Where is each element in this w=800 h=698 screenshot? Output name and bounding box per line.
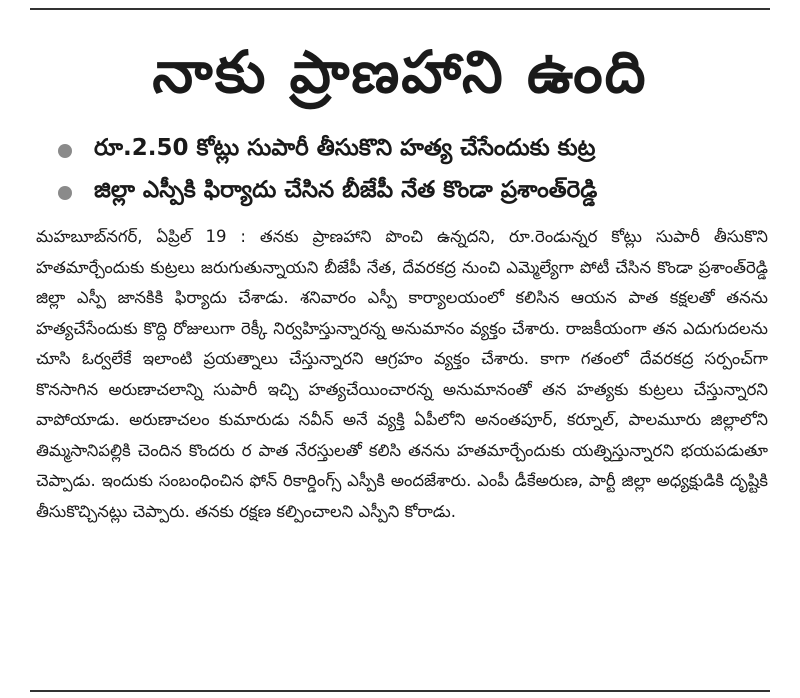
bottom-divider: [30, 690, 770, 692]
top-divider: [30, 8, 770, 10]
subheading-text: రూ.2.50 కోట్లు సుపారీ తీసుకొని హత్య చేసేందుకు కుట్ర: [94, 135, 596, 161]
subheading-item: [58, 132, 780, 170]
subheading-text: జిల్లా ఎస్పీకి ఫిర్యాదు చేసిన బీజేపీ నేత కొండా ప్రశాంత్‌రెడ్డి: [94, 177, 598, 203]
subheadings: [58, 132, 780, 216]
article-body: మహబూబ్‌నగర్, ఏప్రిల్ 19 : తనకు ప్రాణహాని పొంచి ఉన్నదని, రూ.రెండున్నర కోట్లు సుపారీ తీసుకొని హతమార్చేందుకు కుట్రలు జరుగుతున్నాయని బీజేపీ నేత, దేవరకద్ర నుంచి ఎమ్మెల్యేగా పోటీ చేసిన కొండా ప్రశాంత్‌రెడ్డి జిల్లా ఎస్పీ జానకికి ఫిర్యాదు చేశాడు. శనివారం ఎస్పీ కార్యాలయంలో కలిసిన ఆయన పాత కక్షలతో తనను హత్యచేసేందుకు కొద్ది రోజులుగా రెక్కీ నిర్వహిస్తున్నారన్న అనుమానం వ్యక్తం చేశారు. రాజకీయంగా తన ఎదుగుదలను చూసి ఓర్వలేకే ఇలాంటి ప్రయత్నాలు చేస్తున్నారని ఆగ్రహం వ్యక్తం చేశారు. కాగా గతంలో దేవరకద్ర సర్పంచ్‌గా కొనసాగిన అరుణాచలాన్ని సుపారీ ఇచ్చి హత్యచేయించారన్న అనుమానంతో తన హత్యకు కుట్రలు చేస్తున్నారని వాపోయాడు. అరుణాచలం కుమారుడు నవీన్ అనే వ్యక్తి ఏపీలోని అనంతపూర్, కర్నూల్, పాలమూరు జిల్లాలోని తిమ్మసానిపల్లికి చెందిన కొందరు ర పాత నేరస్తులతో కలిసి తనను హతమార్చేందుకు యత్నిస్తున్నారని భయపడుతూ చెప్పాడు. ఇందుకు సంబంధించిన ఫోన్ రికార్డింగ్స్ ఎస్పీకి అందజేశారు. ఎంపీ డీకేఅరుణ, పార్టీ జిల్లా అధ్యక్షుడికి దృష్టికి తీసుకొచ్చినట్లు చెప్పారు. తనకు రక్షణ కల్పించాలని ఎస్పీని కోరాడు.: [36, 227, 768, 521]
subheading-item: [58, 174, 780, 212]
headline: నాకు ప్రాణహాని ఉంది: [152, 38, 648, 106]
bullet-icon: [58, 144, 72, 158]
bullet-icon: [58, 186, 72, 200]
